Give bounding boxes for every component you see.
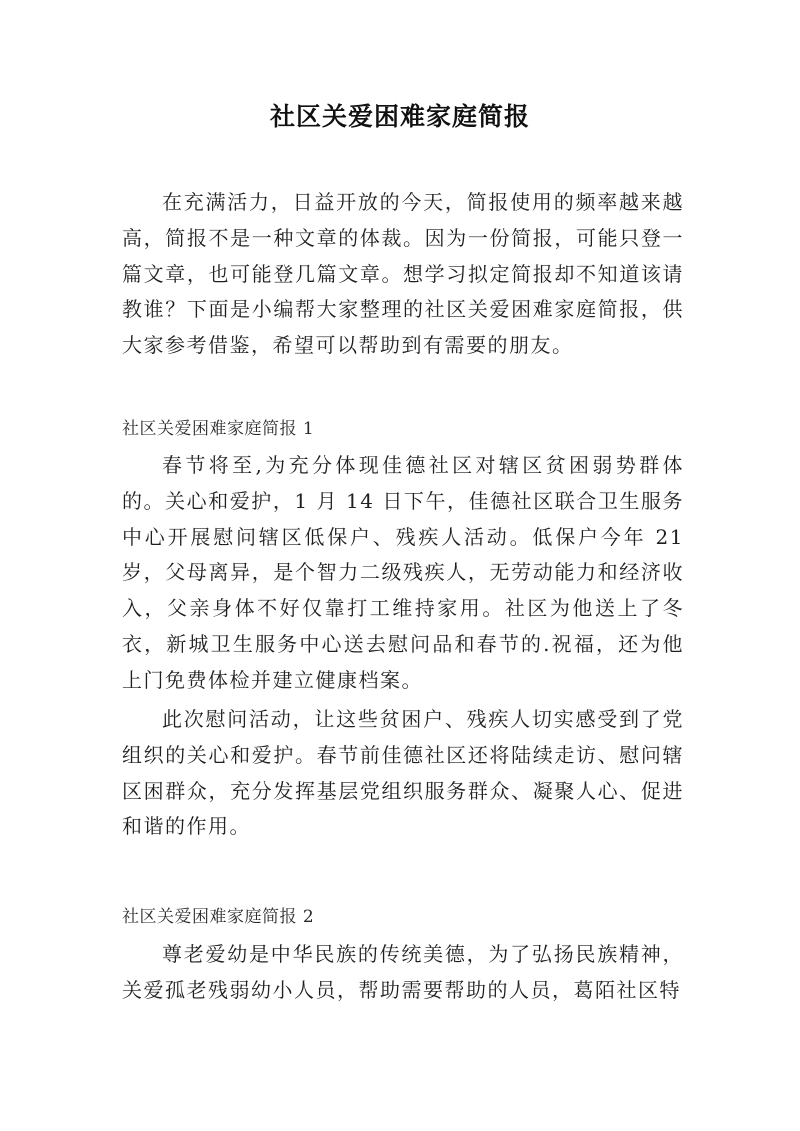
intro-paragraph: 在充满活力，日益开放的今天，简报使用的频率越来越高，简报不是一种文章的体裁。因为一份简报，可能只登一篇文章，也可能登几篇文章。想学习拟定简报却不知道该请教谁？下面是小编帮大家整理的社区关爱困难家庭简报，供大家参考借鉴，希望可以帮助到有需要的朋友。: [122, 190, 684, 358]
section-paragraph: 尊老爱幼是中华民族的传统美德，为了弘扬民族精神，关爱孤老残弱幼小人员，帮助需要帮助的人员，葛陌社区特: [122, 942, 684, 1002]
section-paragraph: 此次慰问活动，让这些贫困户、残疾人切实感受到了党组织的关心和爱护。春节前佳德社区还将陆续走访、慰问辖区困群众，充分发挥基层党组织服务群众、凝聚人心、促进和谐的作用。: [122, 707, 684, 839]
section-heading: 社区关爱困难家庭简报 1: [122, 419, 315, 439]
section-paragraph: 春节将至,为充分体现佳德社区对辖区贫困弱势群体的。关心和爱护，1 月 14 日下午，佳德社区联合卫生服务中心开展慰问辖区低保户、残疾人活动。低保户今年 21 岁，父母离异，是个智力二级残疾人，无劳动能力和经济收入，父亲身体不好仅靠打工维持家用。社区为他送上了冬衣，新城卫生服务中心送去慰问品和春节的.祝福，还为他上门免费体检并建立健康档案。: [122, 453, 684, 692]
section-heading: 社区关爱困难家庭简报 2: [122, 907, 315, 927]
document-title: 社区关爱困难家庭简报: [269, 102, 530, 131]
